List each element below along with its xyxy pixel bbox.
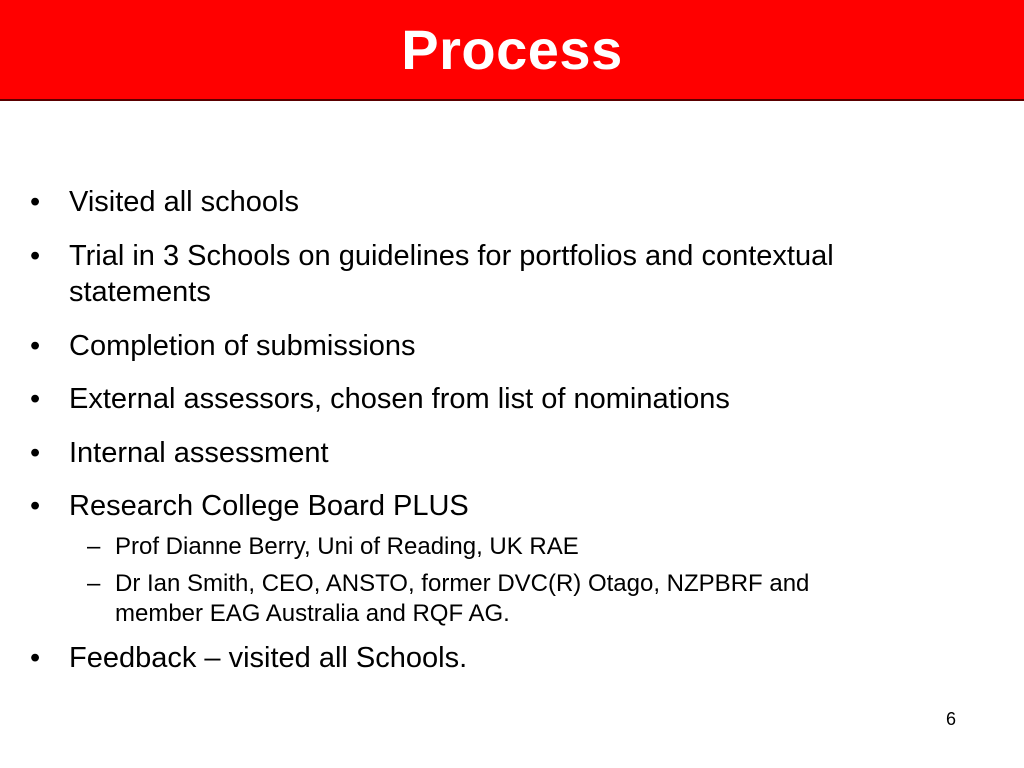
- sub-bullet-item: – Dr Ian Smith, CEO, ANSTO, former DVC(R) Otago, NZPBRF and member EAG Australia and RQF AG.: [115, 569, 875, 629]
- bullet-item: • Visited all schools: [69, 184, 889, 220]
- slide-title: Process: [401, 18, 623, 81]
- bullet-item: • Completion of submissions: [69, 328, 889, 364]
- sub-bullet-item: – Prof Dianne Berry, Uni of Reading, UK RAE: [115, 532, 875, 562]
- bullet-item: • Feedback – visited all Schools.: [69, 640, 889, 676]
- page-number: 6: [946, 709, 957, 729]
- bullet-item: • Research College Board PLUS: [69, 488, 889, 524]
- bullet-item: • Internal assessment: [69, 435, 889, 471]
- bullet-item: • External assessors, chosen from list of nominations: [69, 381, 889, 417]
- bullet-item: • Trial in 3 Schools on guidelines for portfolios and contextual statements: [69, 238, 889, 310]
